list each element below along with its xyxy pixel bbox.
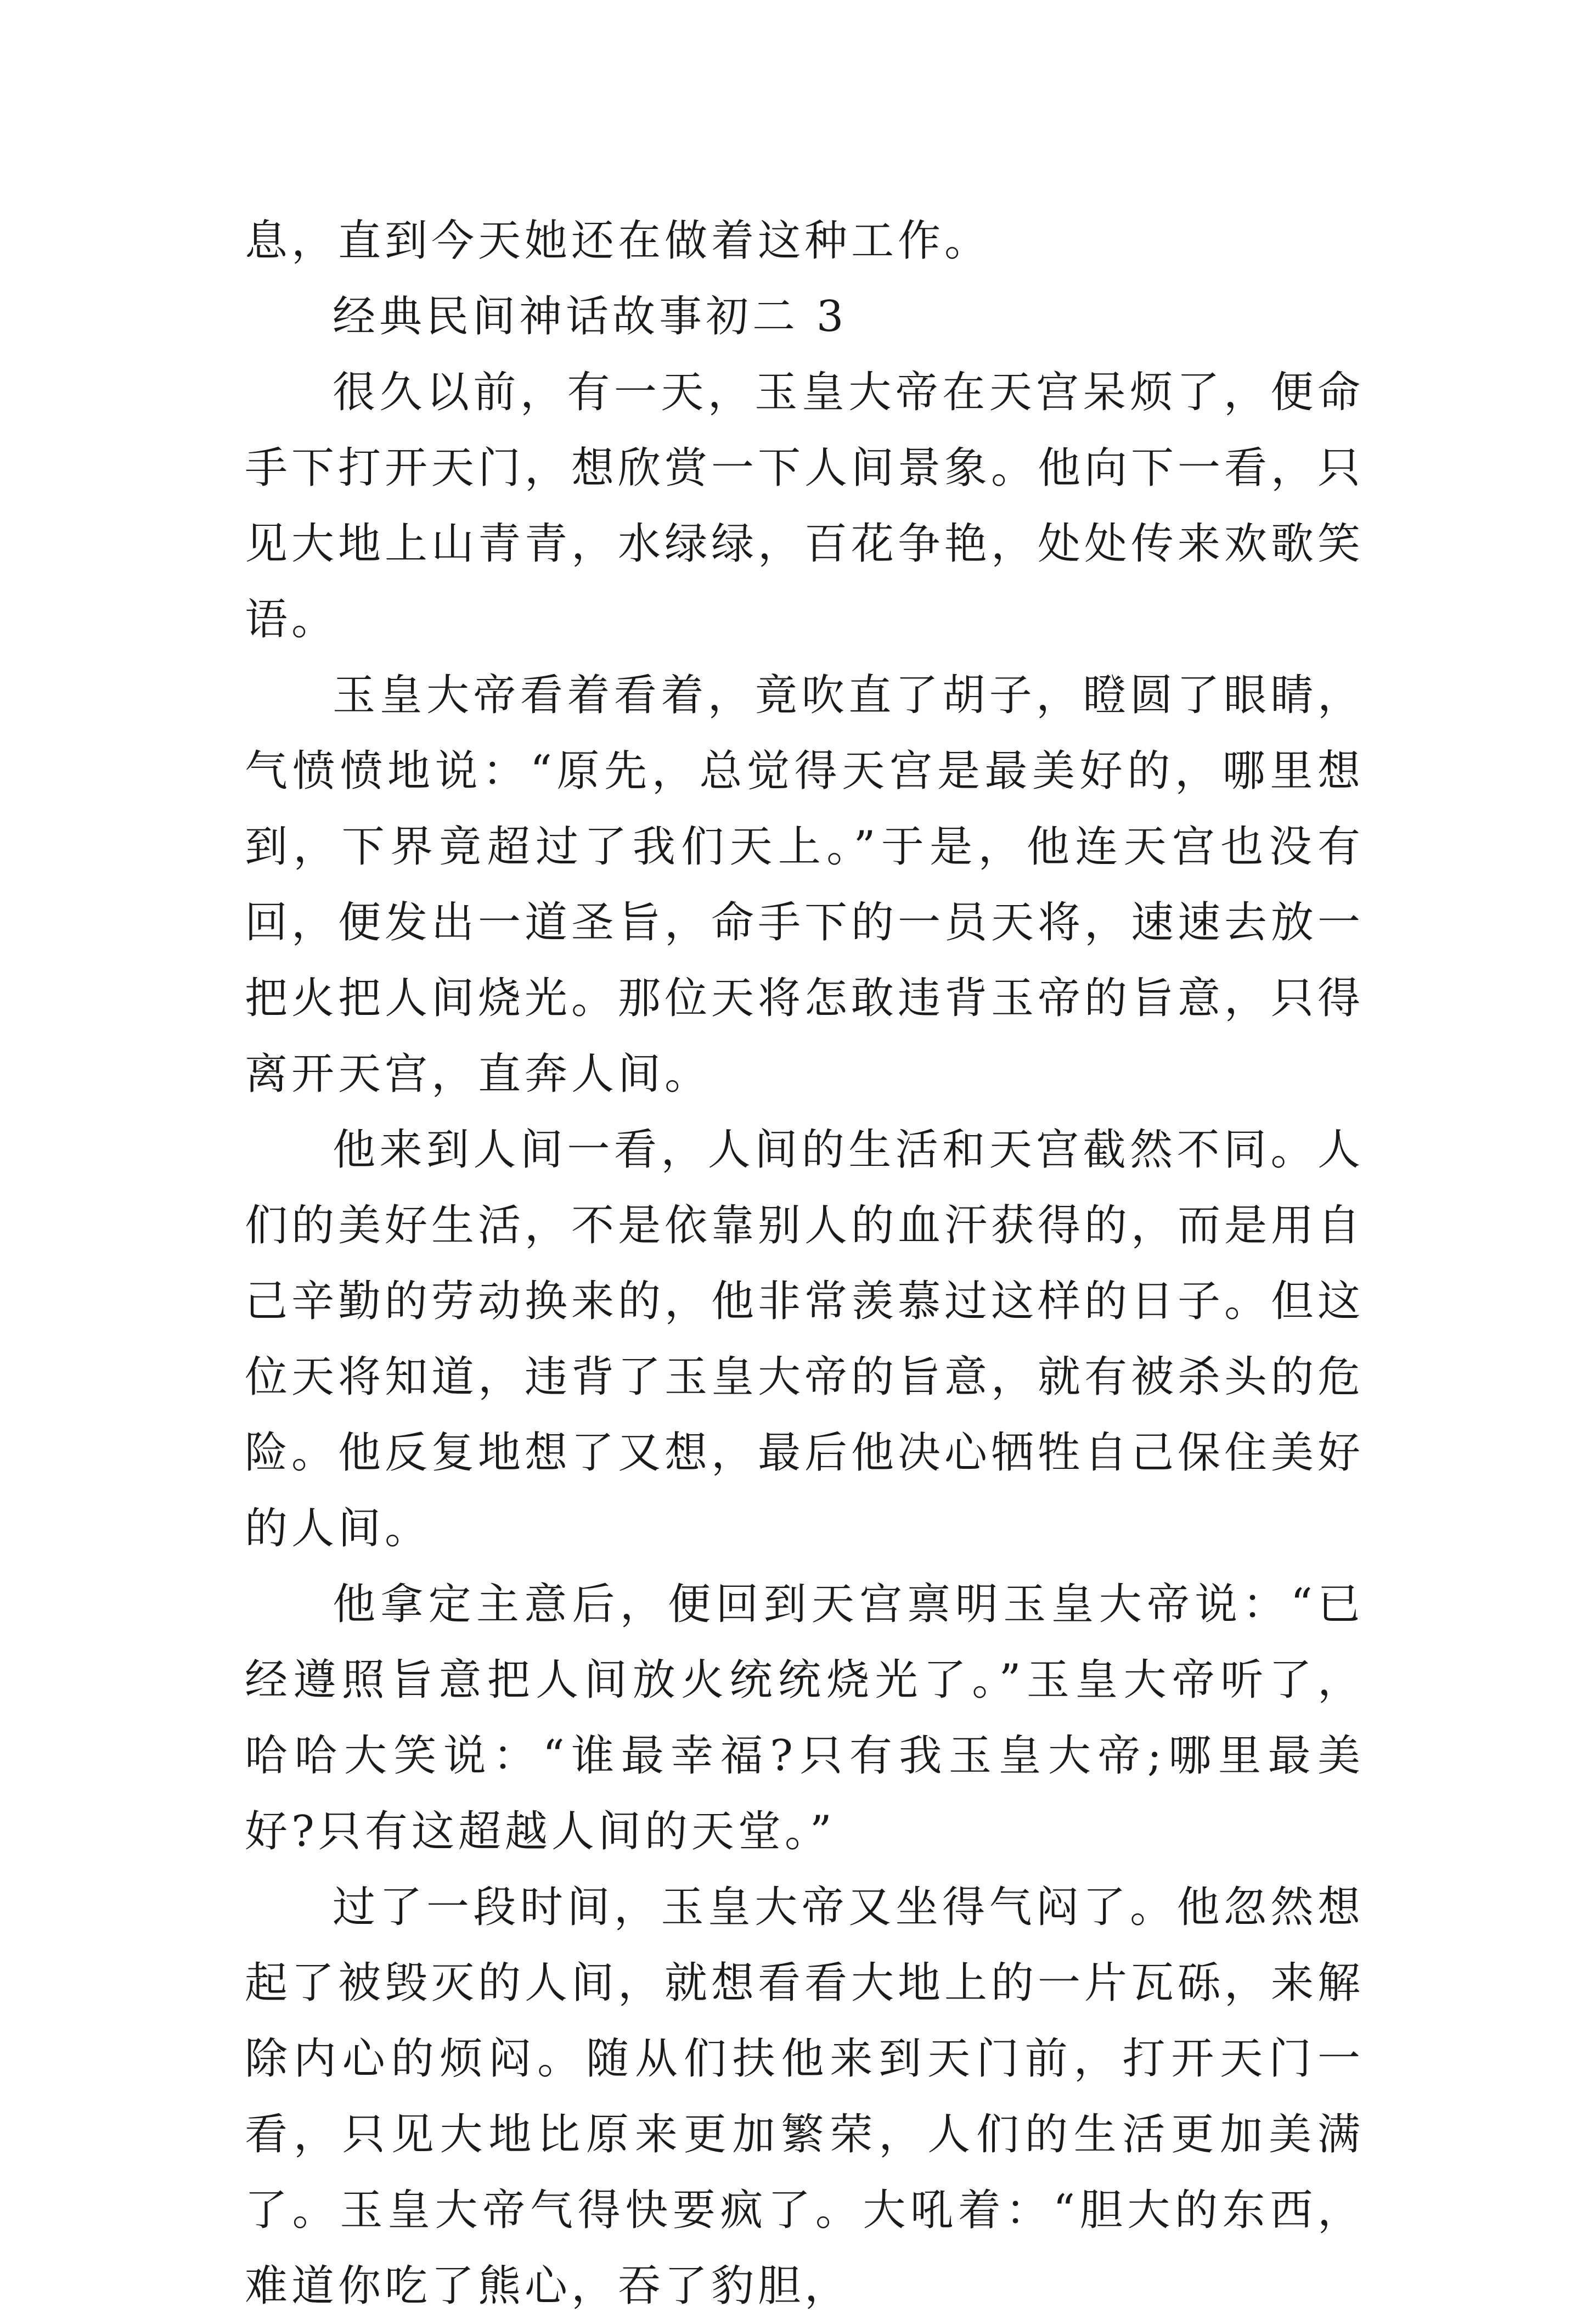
section-heading: 经典民间神话故事初二 3 [333,292,848,341]
document-body [245,203,1364,2324]
paragraph: 他拿定主意后，便回到天宫禀明玉皇大帝说：“已经遵照旨意把人间放火统统烧光了。”玉皇大帝听了，哈哈大笑说：“谁最幸福?只有我玉皇大帝;哪里最美好?只有这超越人间的天堂。” [245,1580,1364,1856]
paragraph: 很久以前，有一天，玉皇大帝在天宫呆烦了，便命手下打开天门，想欣赏一下人间景象。他向下一看，只见大地上山青青，水绿绿，百花争艳，处处传来欢歌笑语。 [245,368,1365,644]
paragraph-continuation: 息，直到今天她还在做着这种工作。 [245,216,992,266]
paragraph: 过了一段时间，玉皇大帝又坐得气闷了。他忽然想起了被毁灭的人间，就想看看大地上的一片瓦砾，来解除内心的烦闷。随从们扶他来到天门前，打开天门一看，只见大地比原来更加繁荣，人们的生活更加美满了。玉皇大帝气得快要疯了。大吼着：“胆大的东西，难道你吃了熊心，吞了豹胆， [245,1883,1365,2311]
paragraph: 他来到人间一看，人间的生活和天宫截然不同。人们的美好生活，不是依靠别人的血汗获得的，而是用自己辛勤的劳动换来的，他非常羡慕过这样的日子。但这位天将知道，违背了玉皇大帝的旨意，就有被杀头的危险。他反复地想了又想，最后他决心牺牲自己保住美好的人间。 [245,1125,1365,1553]
paragraph: 玉皇大帝看着看着，竟吹直了胡子，瞪圆了眼睛，气愤愤地说：“原先，总觉得天宫是最美好的，哪里想到，下界竟超过了我们天上。”于是，他连天宫也没有回，便发出一道圣旨，命手下的一员天将，速速去放一把火把人间烧光。那位天将怎敢违背玉帝的旨意，只得离开天宫，直奔人间。 [245,671,1365,1099]
